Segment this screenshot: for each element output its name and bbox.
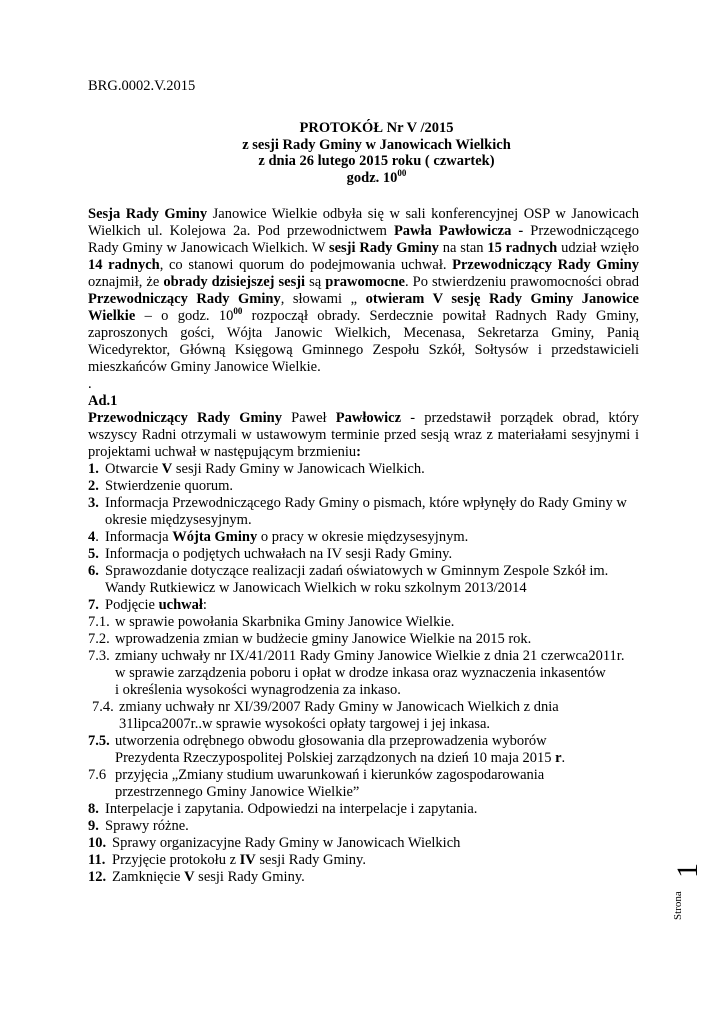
ad1-bold: Przewodniczący Rady Gminy <box>88 410 282 426</box>
agenda-bold: IV <box>239 852 256 868</box>
agenda-number: 5. <box>88 546 99 562</box>
page-label: Strona <box>672 891 684 920</box>
agenda-text <box>105 529 639 546</box>
agenda-text-part: o pracy w okresie międzysesyjnym. <box>257 529 469 545</box>
agenda-subitem <box>88 648 639 699</box>
intro-superscript: 00 <box>233 306 243 317</box>
intro-text: Przewodniczącego Rady Gminy w Janowicach Wielkich. W <box>88 223 639 256</box>
agenda-number: 9. <box>88 818 99 834</box>
page-number: 1 <box>671 863 704 878</box>
agenda-subitem <box>88 614 639 631</box>
agenda-bold: uchwał <box>158 597 203 613</box>
agenda-subnumber: 7.2. <box>88 631 110 647</box>
agenda-number-bold: 4 <box>88 529 96 545</box>
agenda-number: 8. <box>88 801 99 817</box>
agenda-text <box>112 869 639 886</box>
agenda-item <box>88 563 639 597</box>
section-heading-text: Ad.1 <box>88 393 118 409</box>
agenda-text-part: sesji Rady Gminy w Janowicach Wielkich. <box>172 461 425 477</box>
agenda-text: Sprawy różne. <box>105 818 189 834</box>
agenda-text-part: Podjęcie <box>105 597 159 613</box>
agenda-bold: V <box>184 869 195 885</box>
agenda-subitem <box>88 767 639 801</box>
agenda-item <box>88 529 639 546</box>
ad1-bold: Pawłowicz <box>335 410 402 426</box>
agenda-text-part: sesji Rady Gminy. <box>255 852 366 868</box>
agenda-subtext-line: w sprawie zarządzenia poboru i opłat w drodze inkasa oraz wyznaczenia inkasentów <box>115 665 606 681</box>
agenda-text-part: Informacja <box>105 529 173 545</box>
agenda-item <box>88 597 639 614</box>
agenda-subnumber: 7.3. <box>88 648 110 664</box>
agenda-number-dot: . <box>95 529 99 545</box>
intro-bold: Pawła Pawłowicza - <box>393 223 524 239</box>
agenda-subtext-line: zmiany uchwały nr IX/41/2011 Rady Gminy Janowice Wielkie z dnia 21 czerwca2011r. <box>115 648 625 664</box>
agenda-subtext <box>115 767 639 801</box>
agenda-bold: r <box>555 750 562 766</box>
intro-bold: Przewodniczący Rady Gminy <box>452 257 639 273</box>
agenda-number: 7. <box>88 597 99 613</box>
agenda-text-part: Zamknięcie <box>112 869 185 885</box>
protocol-header <box>0 120 725 186</box>
agenda-subtext: w sprawie powołania Skarbnika Gminy Janowice Wielkie. <box>115 614 455 630</box>
ad1-text: - przedstawił porządek obrad, który wszyscy Radni otrzymali w ustawowym terminie przed sesją wraz z materiałami sesyjnymi i projektami uchwał w następującym brzmieniu <box>88 410 639 460</box>
agenda-subtext-line <box>115 750 639 767</box>
ad1-paragraph <box>88 410 639 461</box>
agenda-text-part: : <box>202 597 207 613</box>
agenda-subtext-line: przestrzennego Gminy Janowice Wielkie” <box>115 784 360 800</box>
agenda-number: 2. <box>88 478 99 494</box>
agenda-subtext-line: przyjęcia „Zmiany studium uwarunkowań i kierunków zagospodarowania <box>115 767 545 783</box>
agenda-subnumber: 7.1. <box>88 614 110 630</box>
agenda-text: Interpelacje i zapytania. Odpowiedzi na interpelacje i zapytania. <box>105 801 478 817</box>
agenda-number: 10. <box>88 835 107 851</box>
agenda-text-part: sesji Rady Gminy. <box>194 869 305 885</box>
intro-bold: otwieram V sesję Rady Gminy Janowice Wielkie <box>88 291 639 324</box>
intro-bold: 14 radnych <box>88 257 160 273</box>
document-body <box>88 206 639 886</box>
agenda-subitem <box>88 733 639 767</box>
ad1-text: Paweł <box>281 410 336 426</box>
intro-text: rozpoczął obrady. Serdecznie powitał Radnych Rady Gminy, zaproszonych gości, Wójta Janowic Wielkich, Mecenasa, Sekretarza Gminy, Panią Wicedyrektor, Główną Księgową Gminnego Zespołu Szkół, Sołtysów i przedstawicieli mieszkańców Gminy Janowice Wielkie. <box>88 308 639 375</box>
agenda-subtext <box>119 699 639 733</box>
agenda-item <box>88 869 639 886</box>
agenda-text <box>112 852 639 869</box>
document-reference: BRG.0002.V.2015 <box>88 78 196 94</box>
time-text: godz. 10 <box>346 169 398 186</box>
intro-text: Janowice Wielkie odbyła się w sali konferencyjnej OSP w Janowicach Wielkich ul. Kolejowa 2a. Pod przewodnictwem <box>88 206 639 239</box>
agenda-subtext: wprowadzenia zmian w budżecie gminy Janowice Wielkie na 2015 rok. <box>115 631 532 647</box>
protocol-subtitle: z sesji Rady Gminy w Janowicach Wielkich <box>242 136 511 153</box>
agenda-subnumber: 7.6 <box>88 767 107 783</box>
agenda-bold: Wójta Gminy <box>172 529 258 545</box>
protocol-date: z dnia 26 lutego 2015 roku ( czwartek) <box>258 153 495 169</box>
agenda-subtext-part: Prezydenta Rzeczypospolitej Polskiej zarządzonych na dzień 10 maja 2015 <box>115 750 556 766</box>
agenda-item <box>88 546 639 563</box>
agenda-item <box>88 801 639 818</box>
agenda-number: 12. <box>88 869 107 885</box>
agenda-subnumber: 7.4. <box>92 699 114 715</box>
intro-text: oznajmił, że <box>88 274 164 290</box>
agenda-text: Stwierdzenie quorum. <box>105 478 234 494</box>
agenda-subtext <box>115 648 639 699</box>
intro-bold: Sesja Rady Gminy <box>88 206 208 222</box>
agenda-item <box>88 852 639 869</box>
agenda-text: Informacja Przewodniczącego Rady Gminy o pismach, które wpłynęły do Rady Gminy w okresie międzysesyjnym. <box>105 495 627 528</box>
protocol-time <box>28 167 725 187</box>
agenda-number: 6. <box>88 563 99 579</box>
intro-text: – o godz. 10 <box>135 308 234 324</box>
agenda-number: 1. <box>88 461 99 477</box>
intro-bold: Przewodniczący Rady Gminy <box>88 291 281 307</box>
agenda-subitem <box>92 699 639 733</box>
agenda-number: 11. <box>88 852 106 868</box>
section-heading-ad1 <box>88 393 639 410</box>
intro-text: są <box>305 274 326 290</box>
ad1-colon: : <box>356 444 362 460</box>
intro-bold: prawomocne <box>325 274 405 290</box>
agenda-number <box>88 529 105 546</box>
protocol-title: PROTOKÓŁ Nr V /2015 <box>299 120 454 136</box>
agenda-text-part: Przyjęcie protokołu z <box>112 852 240 868</box>
agenda-subtext <box>115 733 639 767</box>
agenda-text <box>105 597 639 614</box>
agenda-number: 3. <box>88 495 99 511</box>
agenda-subtext-part: . <box>561 750 566 766</box>
agenda-subtext-line: utworzenia odrębnego obwodu głosowania dla przeprowadzenia wyborów <box>115 733 547 749</box>
agenda-subtext-line: i określenia wysokości wynagrodzenia za inkaso. <box>115 682 401 698</box>
intro-text: , słowami „ <box>280 291 366 307</box>
agenda-text <box>105 461 639 478</box>
agenda-text: Sprawy organizacyjne Rady Gminy w Janowicach Wielkich <box>112 835 461 851</box>
agenda-subitem <box>88 631 639 648</box>
agenda-list <box>88 461 639 886</box>
intro-bold: sesji Rady Gminy <box>328 240 439 256</box>
agenda-bold: V <box>161 461 173 477</box>
agenda-subnumber: 7.5. <box>88 733 110 749</box>
agenda-item <box>88 495 639 529</box>
intro-bold: obrady dzisiejszej sesji <box>163 274 306 290</box>
agenda-text: Informacja o podjętych uchwałach na IV sesji Rady Gminy. <box>105 546 453 562</box>
intro-text: . Po stwierdzeniu prawomocności obrad <box>405 274 639 290</box>
intro-text: na stan <box>438 240 488 256</box>
intro-bold: 15 radnych <box>487 240 558 256</box>
agenda-text-part: Otwarcie <box>105 461 162 477</box>
intro-text: , co stanowi quorum do podejmowania uchwał. <box>159 257 453 273</box>
intro-paragraph <box>88 206 639 376</box>
agenda-item <box>88 835 639 852</box>
time-superscript: 00 <box>397 167 407 178</box>
intro-text: udział wzięło <box>557 240 639 256</box>
separator-dot: . <box>88 376 92 392</box>
agenda-subtext-line: zmiany uchwały nr XI/39/2007 Rady Gminy w Janowicach Wielkich z dnia <box>119 699 559 715</box>
agenda-text: Sprawozdanie dotyczące realizacji zadań oświatowych w Gminnym Zespole Szkół im. Wandy Rutkiewicz w Janowicach Wielkich w roku szkolnym 2013/2014 <box>105 563 609 596</box>
agenda-item <box>88 478 639 495</box>
agenda-subtext-line: 31lipca2007r..w sprawie wysokości opłaty targowej i jej inkasa. <box>119 716 491 732</box>
agenda-item <box>88 461 639 478</box>
agenda-item <box>88 818 639 835</box>
